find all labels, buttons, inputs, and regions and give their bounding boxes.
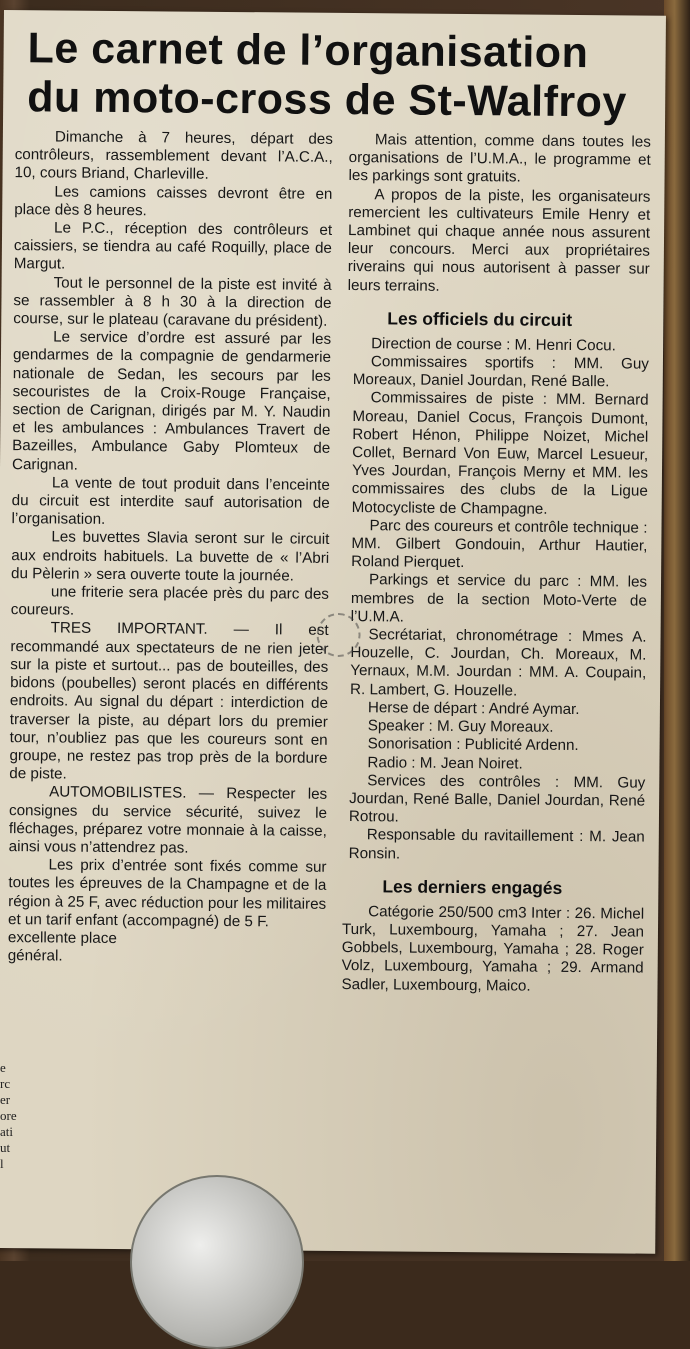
- article-columns: [0, 128, 665, 1254]
- paragraph: TRES IMPORTANT. — Il est recommandé aux spectateurs de ne rien jeter sur la piste et surtout... pas de bouteilles, des bidons (poubelles) seront placés en différents endroits. Au signal du départ : interdiction de traverser la piste, au départ lors du premier tour, n’oubliez pas que les coureurs sont en groupe, ne restez pas trop près de la bordure de piste.: [9, 619, 329, 783]
- official-entry: [343, 826, 645, 865]
- binder-edge: [664, 0, 690, 1261]
- official-text: Radio : M. Jean Noiret.: [367, 753, 523, 773]
- paragraph: Les camions caisses devront être en place dès 8 heures.: [14, 183, 333, 220]
- margin-fragments: e rc er ore ati ut l: [0, 1060, 17, 1171]
- official-text: Parkings et service du parc : MM. les membres de la section Moto-Verte de l’U.M.A.: [350, 571, 648, 626]
- paragraph: La vente de tout produit dans l’enceinte du circuit est interdite sauf autorisation de l’organisation.: [11, 474, 330, 529]
- official-text: Responsable du ravitaillement : M. Jean Ronsin.: [348, 826, 645, 863]
- paragraph: Les buvettes Slavia seront sur le circuit aux endroits habituels. La buvette de « l’Abri du Pèlerin » sera ouverte toute la journée.: [11, 528, 330, 585]
- official-entry: [343, 753, 645, 774]
- paragraph: Le P.C., réception des contrôleurs et caissiers, se tiendra au café Roquilly, place de Margut.: [13, 219, 333, 273]
- engaged-list: Catégorie 250/500 cm3 Inter : 26. Michel Turk, Luxembourg, Yamaha ; 27. Jean Gobbels, Luxembourg, Yamaha ; 28. Roger Volz, Luxembourg, Yamaha ; 29. Armand Sadler, Luxembourg, Maico.: [341, 902, 645, 995]
- official-text: Commissaires de piste : MM. Bernard Moreau, Daniel Cocus, François Dumont, Robert Hénon, Philippe Noizet, Michel Collet, Bernard Von Euw, Marcel Lesueur, Yves Jourdan, François Merny et MM. les commissaires des clubs de la Ligue Motocycliste de Champagne.: [351, 389, 649, 518]
- newspaper-clipping: [0, 10, 666, 1254]
- official-entry: [344, 735, 646, 756]
- official-entry: [347, 353, 649, 392]
- coin-image: [130, 1175, 304, 1349]
- official-text: Speaker : M. Guy Moreaux.: [367, 717, 554, 736]
- paragraph: Le service d’ordre est assuré par les gendarmes de la compagnie de gendarmerie nationale de Sedan, les secours par les secouristes de la Croix-Rouge Française, section de Carignan, dirigés par M. Y. Naudin et les ambulances : Ambulances Travert de Bazeilles, Ambulance Gaby Plomteux de Carignan.: [11, 328, 332, 474]
- headline-line-1: Le carnet de l’organisation: [27, 24, 589, 78]
- official-entry: [343, 772, 645, 829]
- official-text: Sonorisation : Publicité Ardenn.: [367, 735, 579, 755]
- official-text: Herse de départ : André Aymar.: [367, 699, 580, 718]
- right-column: [341, 131, 651, 996]
- officials-heading: Les officiels du circuit: [387, 308, 573, 330]
- official-text: Commissaires sportifs : MM. Guy Moreaux, Daniel Jourdan, René Balle.: [352, 353, 650, 391]
- paragraph: Dimanche à 7 heures, départ des contrôleurs, rassemblement devant l’A.C.A., 10, cours Briand, Charleville.: [14, 128, 333, 184]
- paragraph: AUTOMOBILISTES. — Respecter les consignes du service sécurité, suivez le fléchages, préparez votre monnaie à la caisse, ainsi vous n’attendrez pas.: [8, 783, 328, 857]
- official-text: Parc des coureurs et contrôle technique : MM. Gilbert Gondouin, Arthur Hautier, Roland Pierquet.: [351, 517, 648, 572]
- engaged-heading: Les derniers engagés: [382, 876, 563, 898]
- paragraph: Mais attention, comme dans toutes les organisations de l’U.M.A., le programme et les parkings sont gratuits.: [348, 131, 651, 186]
- paragraph: Les prix d’entrée sont fixés comme sur toutes les épreuves de la Champagne et de la région à 25 F, avec réduction pour les militaires et un tarif enfant (accompagné) de 5 F.: [7, 856, 327, 931]
- official-entry: [345, 517, 647, 574]
- official-text: Services des contrôles : MM. Guy Jourdan, René Balle, Daniel Jourdan, René Rotrou.: [348, 771, 646, 826]
- official-entry: [346, 389, 649, 519]
- official-text: Direction de course : M. Henri Cocu.: [371, 335, 616, 355]
- headline: [3, 10, 666, 128]
- paragraph: A propos de la piste, les organisateurs remercient les cultivateurs Emile Henry et Lambinet qui chaque année nous assurent leur concours. Merci aux propriétaires riverains qui nous autorisent à passer sur leurs terrains.: [347, 185, 651, 295]
- left-column: [8, 128, 333, 968]
- stamp-mark: [316, 613, 360, 657]
- paragraph: Tout le personnel de la piste est invité à se rassembler à 8 h 30 à la direction de course, sur le plateau (caravane du président).: [13, 274, 332, 330]
- official-entry: [345, 571, 647, 628]
- headline-line-2: du moto-cross de St-Walfroy: [27, 73, 628, 127]
- official-entry: [344, 626, 647, 701]
- trailing-line: excellente place: [7, 929, 117, 947]
- paragraph: une friterie sera placée près du parc des coureurs.: [10, 583, 329, 619]
- trailing-line: général.: [7, 947, 63, 965]
- official-text: Secrétariat, chronométrage : Mmes A. Houzelle, C. Jourdan, Ch. Moreaux, M. Yernaux, M.M. Jourdan : MM. A. Coupain, R. Lambert, G. Houzelle.: [350, 626, 647, 700]
